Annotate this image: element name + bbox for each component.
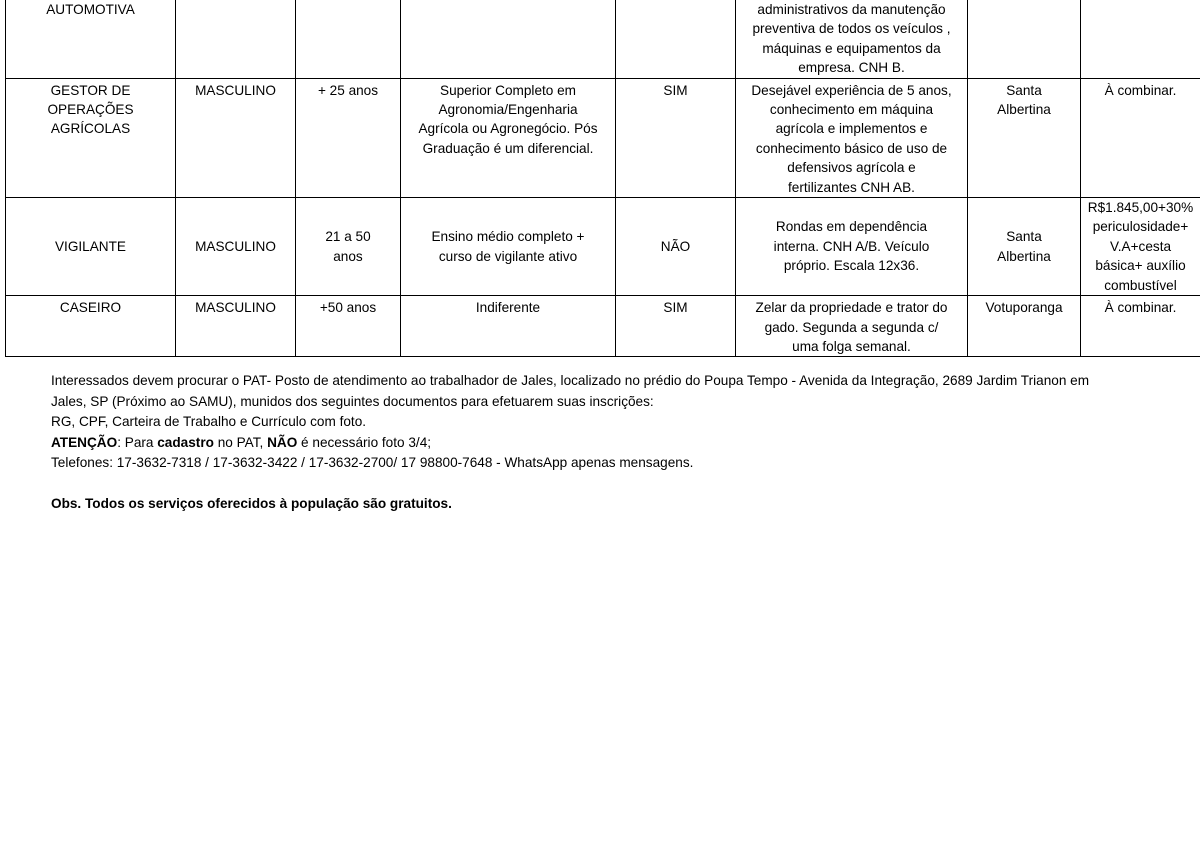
- requirements-cell: Rondas em dependência interna. CNH A/B. Veículo próprio. Escala 12x36.: [736, 198, 968, 296]
- city-cell: Santa Albertina: [968, 78, 1081, 197]
- city-cell: Votuporanga: [968, 296, 1081, 357]
- table-row: [6, 296, 1200, 357]
- education-cell: Indiferente: [401, 296, 616, 357]
- job-title-cell: VIGILANTE: [6, 198, 176, 296]
- gender-cell: MASCULINO: [176, 296, 296, 357]
- salary-cell: [1081, 0, 1200, 78]
- table-row: [6, 78, 1200, 197]
- salary-cell: À combinar.: [1081, 296, 1200, 357]
- table-row: [6, 0, 1200, 78]
- education-cell: Ensino médio completo + curso de vigilante ativo: [401, 198, 616, 296]
- documents-line: RG, CPF, Carteira de Trabalho e Currículo com foto.: [51, 414, 367, 429]
- instructions-line: Jales, SP (Próximo ao SAMU), munidos dos seguintes documentos para efetuarem suas inscrições:: [51, 393, 654, 409]
- instructions-block: [51, 371, 1161, 514]
- attention-label: ATENÇÃO: [51, 434, 118, 450]
- job-listings-table: [5, 0, 1200, 357]
- requirements-cell: Zelar da propriedade e trator do gado. Segunda a segunda c/ uma folga semanal.: [736, 296, 968, 357]
- city-cell: Santa Albertina: [968, 198, 1081, 296]
- requirements-cell: Desejável experiência de 5 anos, conhecimento em máquina agrícola e implementos e conhecimento básico de uso de defensivos agrícola e fertilizantes CNH AB.: [736, 78, 968, 197]
- driver-license-cell: SIM: [616, 296, 736, 357]
- salary-cell: R$1.845,00+30% periculosidade+ V.A+cesta básica+ auxílio combustível: [1081, 198, 1200, 296]
- requirements-cell: administrativos da manutenção preventiva de todos os veículos , máquinas e equipamentos da empresa. CNH B.: [736, 0, 968, 78]
- cadastro-emphasis: cadastro: [157, 434, 214, 450]
- gender-cell: MASCULINO: [176, 78, 296, 197]
- job-title-cell: AUTOMOTIVA: [6, 0, 176, 78]
- gender-cell: [176, 0, 296, 78]
- driver-license-cell: [616, 0, 736, 78]
- city-cell: [968, 0, 1081, 78]
- age-cell: + 25 anos: [296, 78, 401, 197]
- salary-cell: À combinar.: [1081, 78, 1200, 197]
- nao-emphasis: NÃO: [267, 434, 298, 450]
- education-cell: [401, 0, 616, 78]
- driver-license-cell: NÃO: [616, 198, 736, 296]
- instructions-line: Interessados devem procurar o PAT- Posto de atendimento ao trabalhador de Jales, localizado no prédio do Poupa Tempo - Avenida da Integração, 2689 Jardim Trianon em: [51, 373, 1090, 388]
- job-title-cell: GESTOR DE OPERAÇÕES AGRÍCOLAS: [6, 78, 176, 197]
- age-cell: +50 anos: [296, 296, 401, 357]
- driver-license-cell: SIM: [616, 78, 736, 197]
- phones-line: Telefones: 17-3632-7318 / 17-3632-3422 / 17-3632-2700/ 17 98800-7648 - WhatsApp apenas mensagens.: [51, 455, 694, 470]
- table-row: [6, 198, 1200, 296]
- obs-note: Obs. Todos os serviços oferecidos à população são gratuitos.: [51, 495, 452, 511]
- education-cell: Superior Completo em Agronomia/Engenharia Agrícola ou Agronegócio. Pós Graduação é um diferencial.: [401, 78, 616, 197]
- job-title-cell: CASEIRO: [6, 296, 176, 357]
- attention-line: ATENÇÃO: Para cadastro no PAT, NÃO é necessário foto 3/4;: [51, 434, 432, 450]
- age-cell: [296, 0, 401, 78]
- gender-cell: MASCULINO: [176, 198, 296, 296]
- age-cell: 21 a 50 anos: [296, 198, 401, 296]
